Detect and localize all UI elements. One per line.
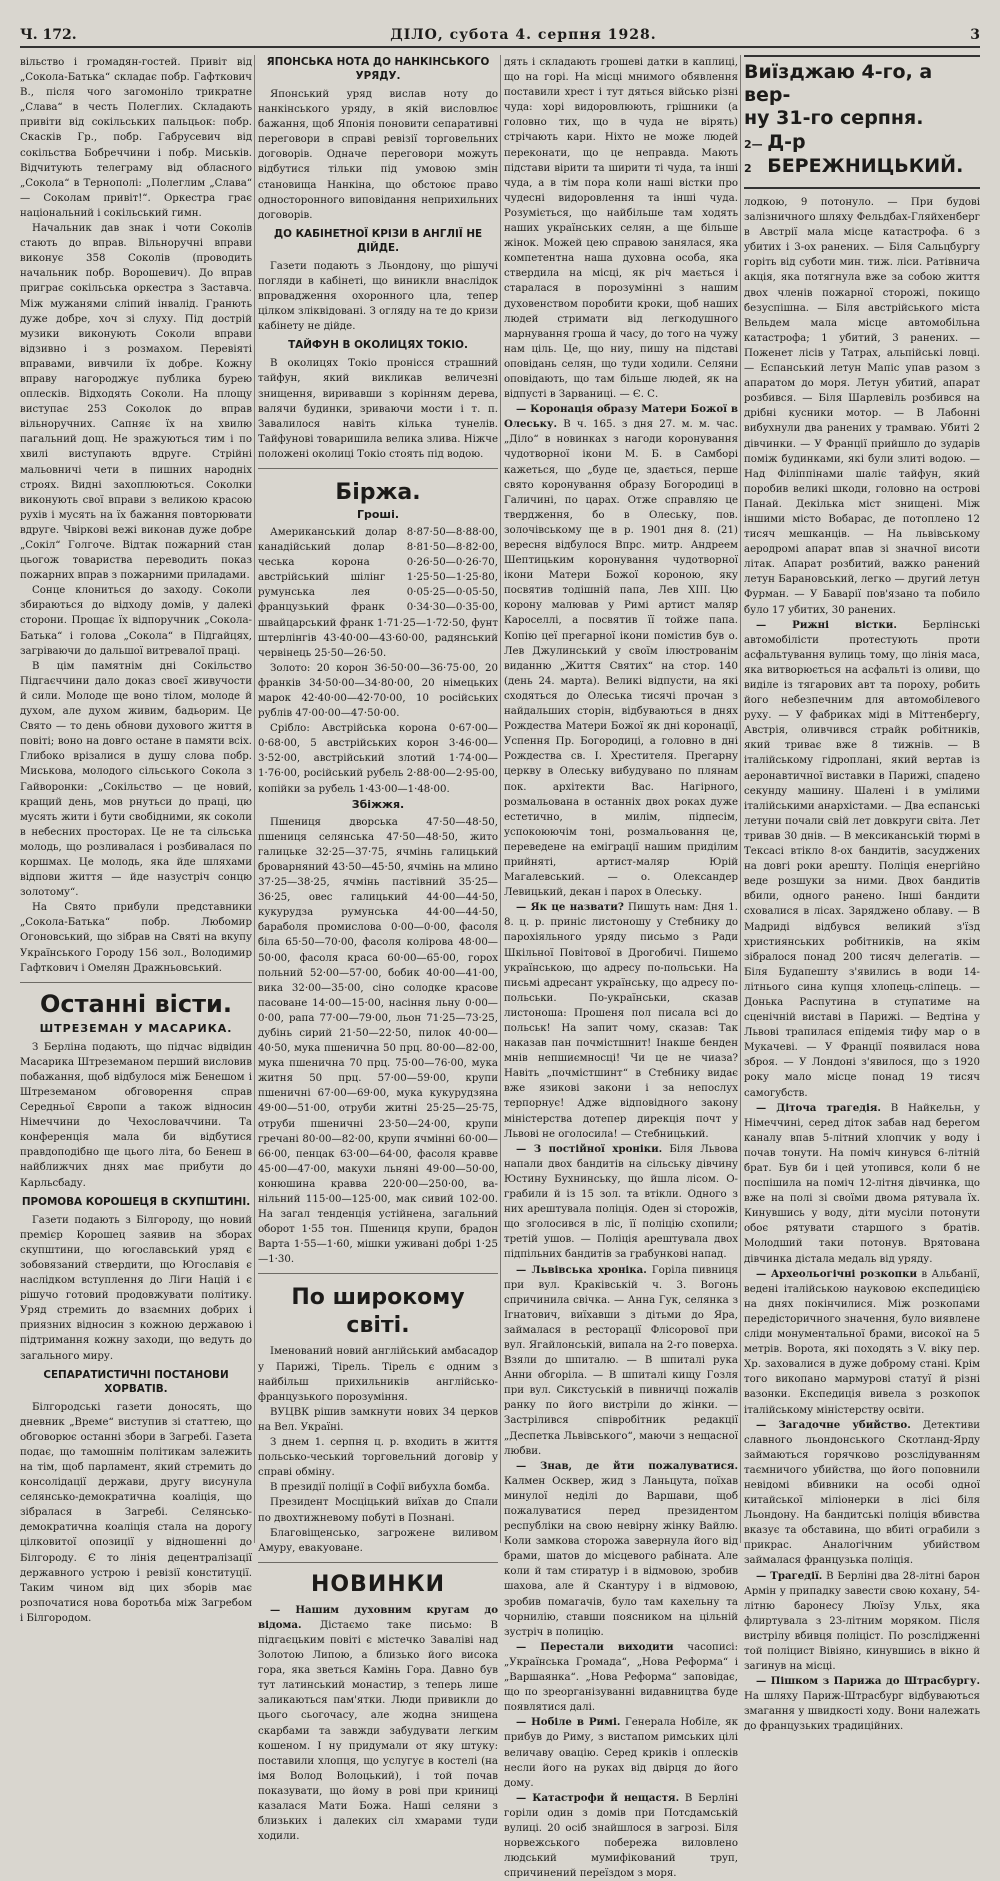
grain-subheading: Збіжжя.	[351, 797, 405, 811]
article-paragraph: Начальник дав знак і чоти Соколів стають до вправ. Вільноручні вправи виконує 358 Соколів (проводить начальник побр. Ворошевич). До вправ приграє сокільська оркестра з Заставча. Між мужанями сліпий інвалід. Гранють дуже добре, хоч зі слуху. Під дострій музики виконують Соколи вправи відзивно і з розмахом. Перевіяті вправами, вивчили їх добре. Кожну вправу нагороджує публика бурею оплесків. Відходять Соколи. На площу виступає 253 Соколок до вправ вільноручних. Сапняє їх на хвилю пагальний дощ. Не зражуються тим і по хвилі виступають вдруге. Стрійні мальовничі чети в пишних народніх строях. Видні захоплюються. Соколки виконують свої вправи з великою красою рухів і мусять на їх бажання повторювати вдруге. Чвіркові вежі виконав дуже добре „Сокіл“ Голгоче. Відтак пожарний стан цьогож товариства переводить показ пожарних вправ з пожарними приладами.	[20, 223, 252, 582]
article-paragraph	[744, 1101, 980, 1267]
item-body: Берлінські автомобілісти протестують проти асфальтування вулиць тому, що лінія маса, яка витворюється на асфальті із оливи, що виділе із тягарових авт та пороху, робить його небезпечним для автомобілевого руху. — У фабриках міді в Міттенберґу, Австрія, оливчився страйк робітників, який триває вже 8 тижнів. — В італійському гідроплані, який вертав із аеронавтичної виставки в Парижі, спадено секунду машину. Шалені і в умілими італійськими анархістами. — Два еспанські летуни почали свій лет довкруги світа. Лет тривав 30 днів. — В мексиканській тюрмі в Тексасі втікло 8-ох бандитів, засуджених на довгі роки арешту. Поліція енергійно веде розшуки за ними. Двох бандитів вбили, одного ранено. Інші бандити сховалися в лісах. Заряджено облаву. — В Мадриді відбувся великий з'їзд християнських робітників, на якім зібралося понад 200 тисяч делегатів. — Біля Будапешту з'явились в води 14-літнього сина купця хлопець-сліпець. — Донька Распутина в ступатиме на сценічній виставі в Парижі. — Ведтіна у Львові трапилася епідемія тифу мар о в Мукачеві. — У Франції появилася нова зброя. — У Лондоні з'явилося, що з 1920 року мало місце понад 19 тисяч самогубств.	[744, 619, 980, 1099]
page-number: 3	[970, 27, 980, 43]
article-heading: ДО КАБІНЕТНОЇ КРІЗИ В АНГЛІЇ НЕ ДІЙДЕ.	[273, 227, 483, 254]
article-heading: ТАЙФУН В ОКОЛИЦЯХ ТОКІО.	[288, 339, 468, 352]
ad-text-line: ну 31-го серпня.	[744, 107, 924, 129]
article-paragraph: Білгородські газети доносять, що дневник „Време“ виступив зі статтею, що обговорює останні збори в Загребі. Газета подає, що тамошнім політикам залежить на тім, щоб парламент, який стремить до консолідації держави, другу висунула селянсько-демократична коаліція, що зібралася в Загребі. Селянсько-демократична коаліція стала на дорогу цілковитої опозиції у відношенні до Білгороду. Є то лінія децентралізації державного устрою і ревізії конституції. Таким чином від цих зборів має розпочатися нова боротьба між Загребом і Білгородом.	[20, 1401, 252, 1624]
column-3	[504, 55, 739, 1880]
article-paragraph: В цім памятнім дні Сокільство Підгаєччини дало доказ своєї живучости й сили. Молоде ще воно тілом, молоде й духом, але духом живим, бадьорим. Це Свято — то день обнови духового життя в повіті; воно на довго остане в памяти всіх. Глибоко врізалися в душу слова побр. Миськова, молодого сільського Сокола з Гайворонки: „Сокільство — це новий, кращий день, мов рнутьси до праці, цю мусять жити і бути свобідними, як соколи в небесних просторах. Це не та сільська молодь, що розливалася і розбивалася по коршмах. Це молодь, яка йде шляхами відпови життя — йде назустріч сонцю золотому“.	[20, 660, 252, 899]
item-body: На шляху Париж-Штрасбург відбуваються змагання у швидкості ходу. Вони належать до французьких традиційних.	[744, 1691, 980, 1733]
section-divider	[20, 982, 252, 983]
item-body: Генерала Нобіле, як прибув до Риму, з вистапом римських цілі величаву овацію. Серед криків і оплесків несли його на руках від двірця до його дому.	[504, 1717, 739, 1789]
ad-doctor-name: Д-р БЕРЕЖНИЦЬКИЙ.	[767, 131, 964, 177]
article-paragraph: лодкою, 9 потонуло. — При будові залізничного шляху Фельдбах-Гляйхенберг в Австрії мала місце катастрофа. 6 з убитих і 3-ох ранених. — Біля Сальцбургу горіть від суботи мин. тиж. ліси. Ратівнича акція, яка потягнула вже за собою життя двох членів пожарної сторожі, покищо безуспішна. — Біля австрійського міста Вельдем мала місце автомобільна катастрофа; 1 убитий, 3 ранених. — Поженет лісів у Татрах, альпійські ловці. — Еспанський летун Мапіс упав разом з апаратом до моря. Летун убитий, апарат розбився. — Біля Шарлевіль розбився на дрібні кусники мотор. — В Лабонні вибухнули два ранених у трамваю. Убиті 2 дівчинки. — У Франції прийшло до зударів поміж будинками, які були злиті водою. — Над Філіппінами шаліє тайфун, який поробив великі шкоди, головно на острові Панай. Декілька міст знищені. Між іншими місто Вобарас, де потоплено 12 тисяч мешканців. — На львівському аеродромі апарат впав зі значної висоти літак. Апарат розбитий, важко ранений летун Барановський, легко — другий летун Фурман. — У Баварії пов'язано та побило було 17 убитих, 30 ранених.	[744, 197, 980, 616]
item-lead: — Нашим духовним кругам до відома.	[258, 1603, 498, 1631]
article-paragraph	[504, 1263, 738, 1459]
item-lead: — Пішком з Парижа до Штрасбургу.	[756, 1675, 980, 1688]
ad-text-line: Виїзджаю 4-го, а вер-	[744, 61, 933, 106]
article-paragraph: ВУЦВК рішив замкнути нових 34 церков на Вел. Україні.	[258, 1406, 498, 1433]
article-paragraph: Сонце клониться до заходу. Соколи збираються до відходу домів, у далекі сторони. Прощає їх відпоручник „Сокола-Батька“ і голова „Сокола“ в Підгайцях, загріваючи до дальшої витревалої праці.	[20, 585, 252, 657]
column-rule-3	[740, 55, 741, 1543]
item-lead: — Нобіле в Римі.	[516, 1716, 621, 1729]
market-paragraph: Золото: 20 корон 36·50·00—36·75·00, 20 франків 34·50·00—34·80·00, 20 німецьких марок 42·40·00—42·70·00, 10 російських рублів 47·00·00—47·50·00.	[258, 662, 498, 720]
article-paragraph: Президент Мосціцький виїхав до Спали по двохтижневому побуті в Познані.	[258, 1497, 498, 1524]
item-lead: — Катастрофи й нещастя.	[516, 1791, 680, 1804]
article-paragraph	[744, 1674, 980, 1734]
market-paragraph: Срібло: Австрійська корона 0·67·00—0·68·00, 5 австрійських корон 3·46·00—3·52·00, австрійський злотий 1·74·00—1·76·00, російський рубель 2·88·00—2·95·00, копійки за рубель 1·43·00—1·48·00.	[258, 723, 498, 795]
item-lead: — Діточа трагедія.	[756, 1101, 881, 1114]
article-paragraph	[504, 1715, 738, 1790]
item-lead: — Рижні вістки.	[756, 618, 897, 631]
item-body: Пишуть нам: Дня 1. 8. ц. р. приніс листоношу у Стебнику до парохіяльного уряду письмо з Ради Шкільної Повітової в Дрогобичі. Пишемо українською, що адресу по-польськи. На письмі адресант українську, що адресу по-польськи. По-українськи, сказав листоноша: Прошеня пол писала всі до польськ! На запит чому, сказав: Так наказав пан почмістшнит! Інакше бенден мнів непшиємносці! Чи це не чиаза? Навіть „почмістшинт“ в Стебнику видає вже язикові закони і за непослух терпорнує! Адже відповідного закону міністерства дотепер дирекція почт у Львові не оголосила! — Стебницький.	[504, 902, 738, 1140]
item-lead: — Перестали виходити	[516, 1640, 674, 1653]
item-lead: — Як це назвати?	[516, 901, 624, 914]
item-lead: — З постійної хроніки.	[516, 1142, 663, 1155]
section-divider	[258, 1273, 498, 1274]
item-lead: — Загадочне убийство.	[756, 1418, 911, 1431]
article-paragraph	[504, 1640, 738, 1715]
masthead	[20, 22, 980, 48]
column-2	[258, 55, 498, 1843]
article-heading: ПРОМОВА КОРОШЕЦЯ В СКУПШТИНІ.	[21, 1195, 251, 1208]
article-paragraph: В околицях Токіо пронісся страшний тайфун, який викликав величезні знищення, виривавши з корінням дерева, валячи будинки, зриваючи мости і т. п. Завалилося навіть кілька тунелів. Тайфунові товаришила велика злива. Ніжче положені околиці Токіо стоять під водою.	[258, 358, 498, 460]
article-paragraph	[744, 618, 980, 1101]
article-heading: ЯПОНСЬКА НОТА ДО НАНКІНСЬКОГО УРЯДУ.	[266, 56, 490, 82]
money-subheading: Гроші.	[356, 507, 400, 521]
item-body: Калмен Осквер, жид з Ланьцута, поїхав минулої неділі до Варшави, щоб пожалуватися перед президентом республіки на свою невірну жінку Вайлю. Коли замкова сторожа завернула його від брами, шатов до місцевого рабіната. Але коли й там стиратур і в відмовою, зробив шахова, але й Скантуру і в відмовою, зробив помагачів, було там кахельну та чорнилію, ставши поясником на цільній зустріч в полицію.	[504, 1475, 738, 1638]
world-news-heading: По широкому світі.	[291, 1285, 465, 1339]
item-body: Дістаємо таке письмо: В підгаєцьким повіті є містечко Заваліві над Золотою Липою, а близько його висока гора, яка зветься Камінь Гора. Давно був тут латинський монастир, з теперь лише заликаються пам'ятки. Люди привикли до цього сьогочасу, але жодна знищена скарбами та завжди забудувати легким кошеном. І ну придумали от яку штуку: поставили хлопця, що услугує в костелі (на імя Волод Волоцький), і той почав показувати, що йому в рові при криниці казалася Мати Божа. Наші селяни з близьких і далеких сіл хмарами туди ходили.	[258, 1619, 498, 1843]
article-paragraph	[744, 1267, 980, 1418]
article-paragraph	[258, 1603, 498, 1845]
article-paragraph: Іменований новий англійський амбасадор у Парижі, Тірель. Тірель є одним з найбільш прихильників англійсько-французького порозуміння.	[258, 1346, 498, 1403]
news-heading: НОВИНКИ	[310, 1571, 446, 1597]
section-divider	[258, 468, 498, 469]
article-paragraph	[504, 900, 738, 1142]
article-paragraph	[744, 1569, 980, 1675]
article-paragraph: Японський уряд вислав ноту до нанкінського уряду, в якій висловлює бажання, щоб Японія поновити сепаративні переговори в справі ревізії торговельних договорів. Одначе переговори можуть відбутися тільки під умовою змін становища Нанкіна, що обстоює право односторонного виповідання неприхильних договорів.	[258, 89, 498, 221]
article-paragraph: З Берліна подають, що підчас відвідин Масарика Штреземаном перший висловив побажання, щоб відбулося між Бенешом і Штреземаном обговорення справ Середньої Європи а також відносин Німеччини до Чехословаччини. Та конференція мала би відбутися правдоподібно ще цього літа, бо Бенеш в найближчих днях має прибути до Карльсбаду.	[20, 1041, 252, 1189]
newspaper-title-date: ДІЛО, субота 4. серпня 1928.	[390, 27, 657, 43]
item-body: В Берліні два 28-літні барон Армін у припадку завести свою кохану, 54-літню баронесу Люїзу Ульх, яка флиртувала з 23-літним моряком. Після вистрілу вбивця поліціст. По розслідженні той поліцист Вівіяно, кинувшись в вікно й загинув на місці.	[744, 1570, 980, 1673]
item-body: часописі: „Українська Громада“, „Нова Реформа“ і „Варшаянка“. „Нова Реформа“ заповідає, що по зреорганізуванні видавництва буде появлятися далі.	[504, 1641, 738, 1714]
article-paragraph	[744, 1418, 980, 1569]
article-paragraph: вільство і громадян-гостей. Привіт від „Сокола-Батька“ складає побр. Гафткович В., після чого загомоніло трикратне „Слава“ в честь Полеглих. Складають привіти від сокільських пальцьок: побр. Скасків Гр., побр. Габрусевич від сокільства Бобреччини і побр. Миськів. Відчитують телеграму від обласного „Сокола“ в Тернополі: „Полеглим „Слава“ — Соколам привіт!“. Оркестра грає національний і сокільський гимн.	[20, 57, 252, 219]
item-body: В ч. 165. з дня 27. м. м. час. „Діло“ в новинках з нагоди коронування чудотворної ікони М. Б. в Самборі кажеться, що „буде це, здається, перше свято коронування образу Богородиці в Галичині, по царах. Отже справляю це твердження, бо в Олеську, пов. золочівському ще в р. 1901 дня 8. (21) вересня відбулося Впрс. митр. Андреем Шептицьким коронування чудотворної ікони Матери Божої короною, яку посвятив тодішній папа, Лев XIII. Цю корону малював у Римі артист маляр Кароселлі, а посвятив її тойже папа. Копію цеї прегарної ікони помістив був о. Лев Джулинський у своїм ілюстрованім виданню „Життя Святих“ на стор. 140 (день 24. марта). Великі відпусти, на які сходяться до Олеська тисячі прочан з найдальших сторін, відбуваються в днях Рождества Матери Божої як дні коронації, Успення Пр. Богородиці, а головно в дні Рождества св. І. Хрестителя. Прегарну церкву в Олеську вибудувано по плянам пок. архітекти Вас. Нагірного, розмальована в останніх двох роках дуже естетично, в милім, підпесім, успокоюючім тоні, розмальовання це, переведене на еміграції нашим приділим прийняті, артист-маляр Юрій Магалевський. — о. Олександер Левицький, декан і парох в Олеську.	[504, 419, 739, 899]
column-rule-2	[500, 55, 501, 1543]
article-paragraph: З днем 1. серпня ц. р. входить в життя польсько-чеський торговельний договір у справі обміну.	[258, 1437, 498, 1479]
item-body: Детективи славного льондонського Скотланд-Ярду займаються горячково розслідуванням таємничого убийства, що його поповнили невідомі вбивники на особі одної китайської міліонерки в лісі біля Льондону. На бандитські поліція вбивства вказує та обставина, що вбиті ограбили з прикрас. Аналогічним убийством займалася французька поліція.	[744, 1419, 980, 1567]
article-paragraph	[504, 1459, 738, 1640]
article-paragraph	[504, 402, 738, 900]
item-body: В Найкельн, у Німеччині, серед діток забав над берегом каналу впав 5-літний хлопчик у воду і почав тонути. На поміч кинувся 6-літній брат. Був би і цей утопився, коли б не поспішила на поміч 12-літня дівчинка, що вже на полі зі своїми двома рятувала їх. Кинувшись у воду, діти мусіли потонути обоє рятувати старшого з братів. Молодший таки потонув. Врятована дівчинка дістала медаль від уряду.	[744, 1102, 981, 1265]
item-lead: — Знав, де йти пожалуватися.	[516, 1459, 738, 1472]
market-paragraph: Пшениця дворська 47·50—48·50, пшениця селянська 47·50—48·50, жито галицьке 32·25—37·75, ячмінь галицький броварняний 43·50—45·50, ячмінь на млино 37·25—38·25, ячмінь пастівний 35·25—36·25, овес галицький 44·00—44·50, кукурудза румунська 44·00—44·50, бараболя промислова 0·00—0·00, фасоля біла 65·50—70·00, фасоля колірова 48·00—50·00, фасоля краса 60·00—65·00, горох польний 52·00—57·00, бобик 40·00—41·00, вика 32·00—35·00, сіно солодке красове пасоване 14·00—15·00, насіння льну 0·00—0·00, рапа 77·00—79·00, льон 71·25—73·25, дубінь сирий 21·50—22·50, пилок 40·00—40·50, мука пшенична 50 прц. 80·00—82·00, мука пшенична 70 прц. 75·00—76·00, мука житня 50 прц. 57·00—59·00, крупи пшеничні 67·00—69·00, мука кукурудзяна 49·00—51·00, отруби житні 25·25—25·75, отруби пшеничні 23·50—24·00, крупи гречані 80·00—82·00, крупи ячмінні 60·00—66·00, пенцак 63·00—64·00, фасоля кравве 45·00—47·00, макухи льняні 49·00—50·00, конюшина кравва 220·00—250·00, ва-нільний 115·00—125·00, мак сивий 102·00. На загал тенденція устійнена, загальний оборот 1·55 тон. Пшениця крупи, брадон Варта 1·55—1·60, мішки уживані добрі 1·25—1·30.	[258, 816, 498, 1266]
article-paragraph	[504, 1791, 738, 1881]
article-paragraph: дять і складають грошеві датки в каплиці, що на горі. На місці мнимого обявлення поставили хрест і тут дяться військо різні чуда: хорі видоровлюють, грішники (а головно тих, що в чуда не вірять) стрічають кари. Ніхто не може людей переконати, що це неправда. Мають підстави вірити та ширити ті чуда, та інші чуда, а в тім пора коли наші вістки про чудесні видоровлення та інші чуда. Розуміється, що найбільше там ходять наших українських селян, а ще більше жінок. Можей цею справою занялася, яка компетентна наша духовна особа, яка ствердила на місці, як річ мається і старалася в порозумінні з нашим духовенством поробити кроки, щоб наших людей стримати від легкодушного марнування гроша й часу, до того на чужу нам ціль. Це, що ниу, пишу на підставі оповідань селян, що туди ходили. Селяни оповідають, що там більше людей, як на відпусті в Зарваниці. — Є. С.	[504, 57, 738, 401]
section-divider	[258, 1562, 498, 1563]
article-paragraph: В президії поліції в Софії вибухла бомба.	[270, 1482, 490, 1494]
ad-code: 2—2	[744, 138, 763, 175]
item-lead: — Коронація образу Матери Божої в Олеську.	[504, 403, 738, 431]
item-lead: — Трагедії.	[756, 1569, 823, 1582]
ad-signature-row	[744, 130, 980, 181]
latest-news-heading: Останні вісти.	[40, 989, 232, 1018]
article-paragraph: Благовіщенсько, загрожене виливом Амуру, евакуоване.	[258, 1527, 498, 1554]
article-paragraph	[504, 1142, 738, 1263]
article-paragraph: Газети подають з Льондону, що рішучі погляди в кабінеті, що виникли внаслідок впровадження охоронного цла, тепер цілком зліквідовані. З огляду на те до кризи кабінету не дійде.	[258, 260, 498, 333]
item-body: Біля Львова напали двох бандитів на сільську дівчину Юстину Бухнинську, що йшла лісом. О- грабили й із 15 зол. та втікли. Одного з них арештувала поліція. Оден зі сторожів, що зголосився в ліс, її поліцію схопили; третій ушов. — Поліція арештувала двох підпільних бандитів за грабункові напад.	[504, 1143, 738, 1261]
item-lead: — Археольогічні розкопки	[756, 1267, 918, 1280]
column-rule-1	[254, 55, 255, 1543]
article-paragraph: На Свято прибули представники „Сокола-Батька“ побр. Любомир Огоновський, що зібрав на Святі на вкупу Українського Городу 156 зол., Володимир Гафткович і Омелян Дражньовський.	[20, 902, 252, 974]
bourse-heading: Біржа.	[335, 479, 421, 505]
item-body: в Альбанії, ведені італійською науковою експедицією на днях покінчилися. Між розкопами передісторичного значення, було виявлене сліди монументальної брами, високої на 5 метрів. Ворота, які походять з V. віку пер. Хр. заховалися в дуже доброму стані. Крім того викопано мармурові статуї й різні вазонки. Експедиція вивела з розкопок італійському міністерству освіти.	[744, 1268, 980, 1416]
article-heading: ШТРЕЗЕМАН У МАСАРИКА.	[39, 1021, 233, 1035]
article-heading: СЕПАРАТИСТИЧНІ ПОСТАНОВИ ХОРВАТІВ.	[43, 1368, 229, 1395]
article-paragraph: Газети подають з Білгороду, що новий премієр Корошец заявив на зборах скупштини, що югославський уряд є зобовязаний ствердити, що Югославія є наслідком вступлення до Ліги Націй і є рішучо готовий продовжувати політику. Уряд стремить до взаємних добрих і приязних відносин з кожною державою і підтримання кожну заходи, що ведуть до загального миру.	[20, 1214, 252, 1362]
column-4	[744, 55, 981, 1733]
doctor-advertisement	[744, 55, 980, 189]
item-body: В Берліні горіли один з домів при Потсдамській вулиці. 20 осіб знайшлося в загрозі. Біля норвежського побережа виловлено людський мумифікований труп, спричинений переїздом з моря.	[504, 1792, 738, 1880]
page-label: Ч. 172.	[20, 27, 77, 43]
market-paragraph: Американський долар 8·87·50—8·88·00, канадійський долар 8·81·50—8·82·00, чеська корона 0·26·50—0·26·70, австрійський шілінг 1·25·50—1·25·80, румунська лея 0·05·25—0·05·50, французький франк 0·34·30—0·35·00, швайцарський франк 1·71·25—1·72·50, фунт штерлінгів 43·40·00—43·60·00, радянський червінець 25·50—26·50.	[258, 526, 498, 659]
item-lead: — Львівська хроніка.	[516, 1263, 647, 1276]
item-body: Горіла пивниця при вул. Краківській ч. 3. Вогонь спричинила свічка. — Анна Гук, селянка з Ігнатович, виїхавши з дітьми до Яра, займалася в ресторації Флісорової при вул. Ягайлонській, випала на 2-го поверха. Взяли до шпиталю. — В шпиталі рука Анни обгоріла. — В шпиталі кищу Гозля при вул. Сикстуській в пивничці пожалів ранку по його вистріли до жінки. — Застрілився співробітник редакції „Деспетка Львівського“, маючи з нещасної любви.	[504, 1264, 738, 1457]
column-1	[20, 55, 252, 1624]
